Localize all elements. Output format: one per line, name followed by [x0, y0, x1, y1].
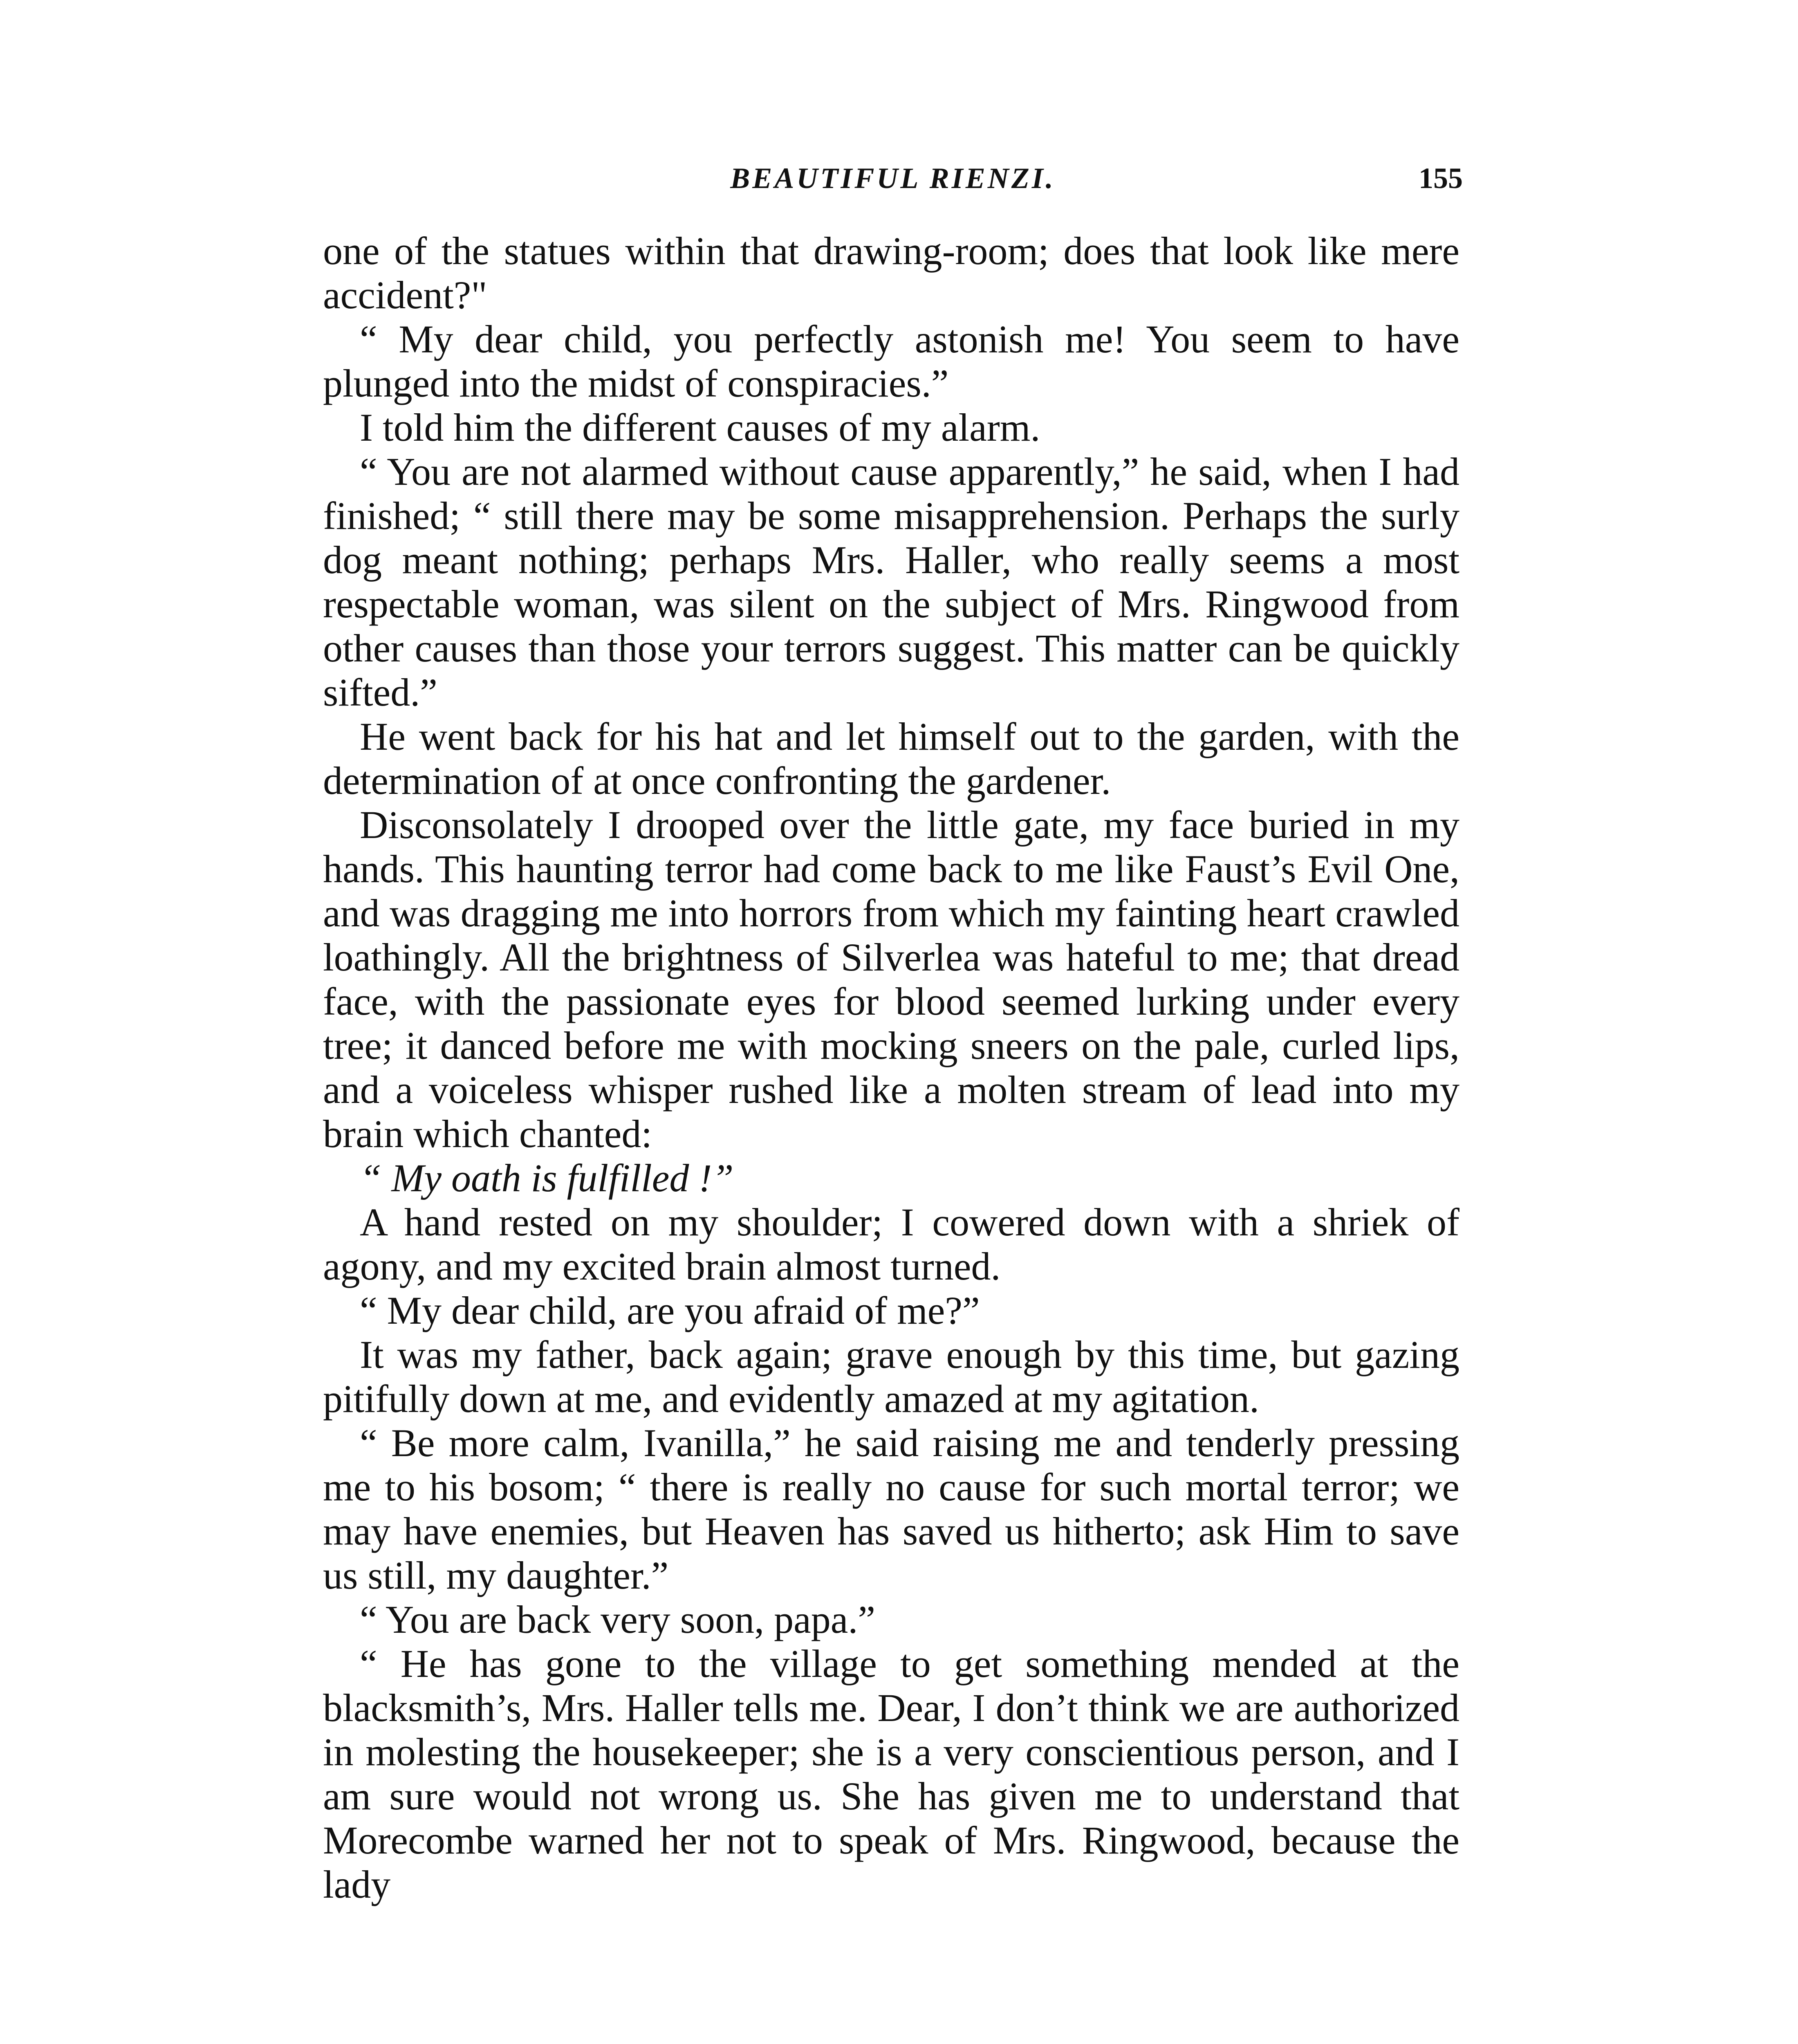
page-header: [323, 161, 1463, 211]
italic-quote: “ My oath is fulfilled !”: [360, 1156, 734, 1200]
body-text: [323, 229, 1459, 1907]
running-title: BEAUTIFUL RIENZI.: [730, 162, 1056, 195]
paragraph: It was my father, back again; grave enough by this time, but gazing pitifully down at me, and evidently amazed at my agitation.: [323, 1333, 1459, 1421]
paragraph: A hand rested on my shoulder; I cowered down with a shriek of agony, and my excited brain almost turned.: [323, 1200, 1459, 1288]
paragraph: “ My dear child, you perfectly astonish me! You seem to have plunged into the midst of conspiracies.”: [323, 317, 1459, 405]
paragraph: one of the statues within that drawing-room; does that look like mere accident?": [323, 229, 1459, 317]
paragraph: “ He has gone to the village to get something mended at the blacksmith’s, Mrs. Haller tells me. Dear, I don’t think we are authorized in molesting the housekeeper; she is a very conscientious person, and I am sure would not wrong us. She has given me to understand that Morecombe warned her not to speak of Mrs. Ringwood, because the lady: [323, 1642, 1459, 1906]
paragraph: “ You are back very soon, papa.”: [360, 1598, 875, 1641]
paragraph: Disconsolately I drooped over the little gate, my face buried in my hands. This haunting terror had come back to me like Faust’s Evil One, and was dragging me into horrors from which my fainting heart crawled loathingly. All the brightness of Silverlea was hateful to me; that dread face, with the passionate eyes for blood seemed lurking under every tree; it danced before me with mocking sneers on the pale, curled lips, and a voiceless whisper rushed like a molten stream of lead into my brain which chanted:: [323, 803, 1459, 1156]
paragraph: “ You are not alarmed without cause apparently,” he said, when I had finished; “ still there may be some misapprehension. Perhaps the surly dog meant nothing; perhaps Mrs. Haller, who really seems a most respectable woman, was silent on the subject of Mrs. Ringwood from other causes than those your terrors suggest. This matter can be quickly sifted.”: [323, 450, 1459, 714]
paragraph: I told him the different causes of my alarm.: [360, 406, 1040, 449]
paragraph: “ My dear child, are you afraid of me?”: [360, 1289, 980, 1332]
paragraph: “ Be more calm, Ivanilla,” he said raising me and tenderly pressing me to his bosom; “ there is really no cause for such mortal terror; we may have enemies, but Heaven has saved us hitherto; ask Him to save us still, my daughter.”: [323, 1421, 1459, 1597]
paragraph: He went back for his hat and let himself out to the garden, with the determination of at once confronting the gardener.: [323, 715, 1459, 802]
page-number: 155: [1419, 162, 1463, 195]
